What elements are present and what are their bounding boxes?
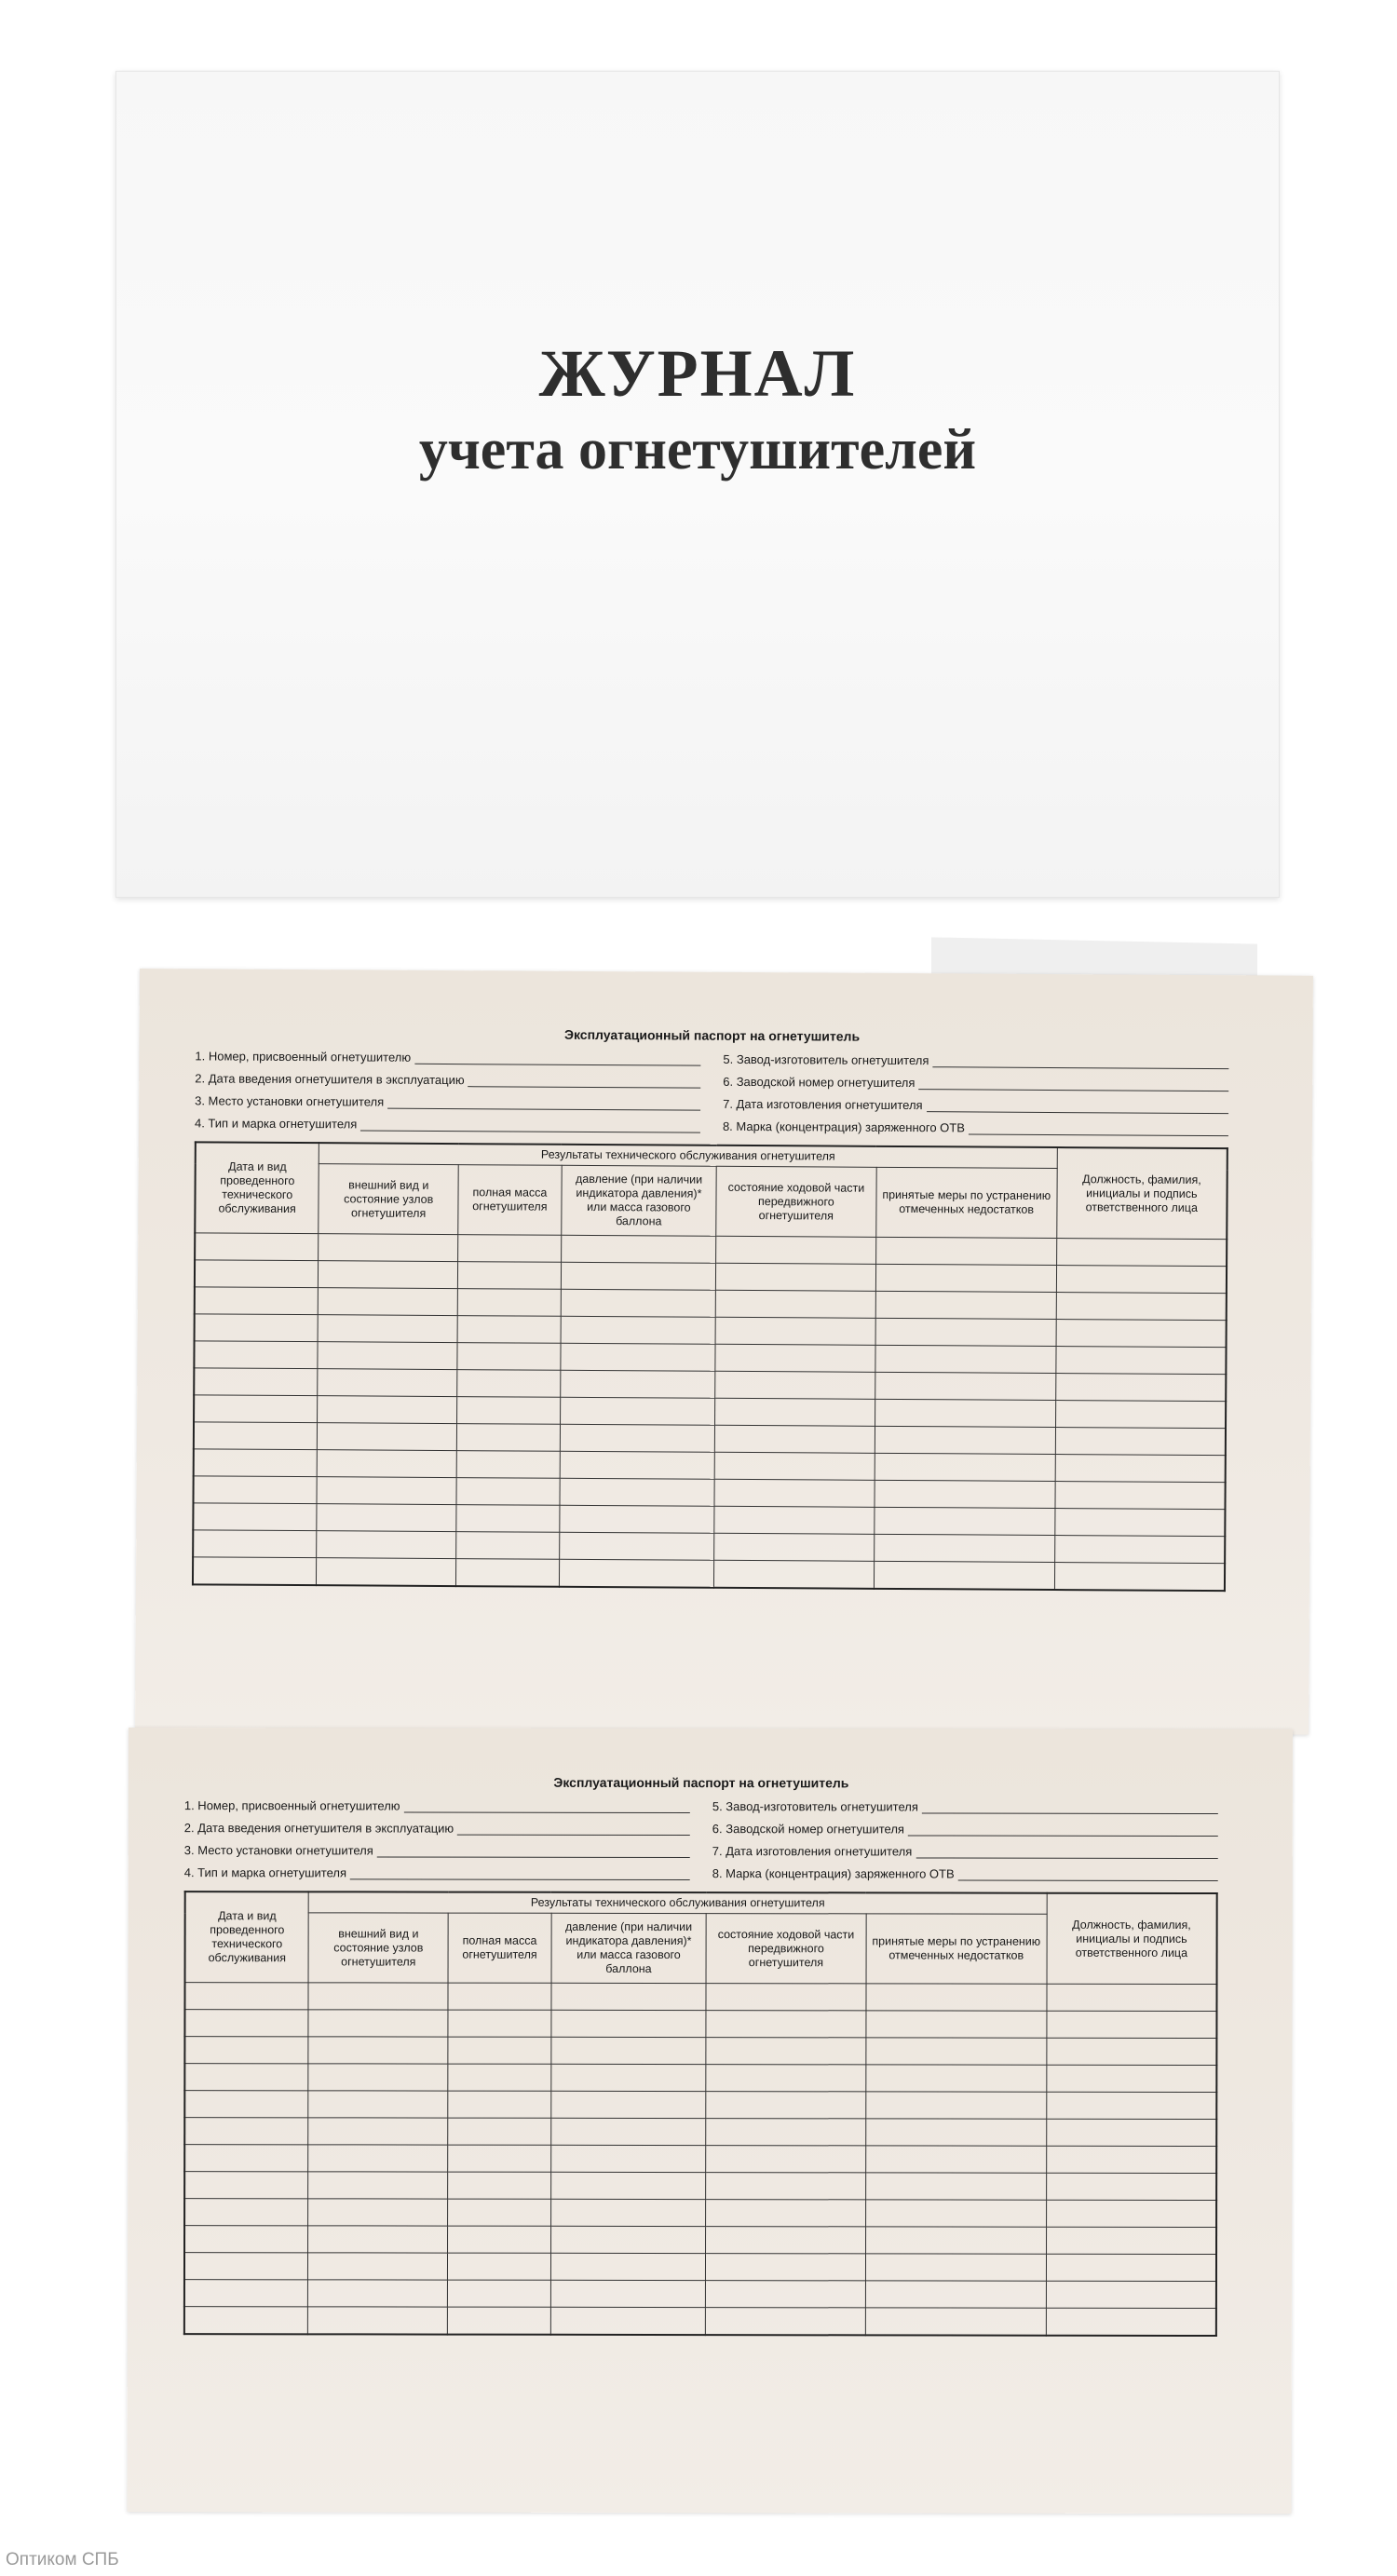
table-cell[interactable]	[1056, 1320, 1227, 1348]
table-cell[interactable]	[714, 1425, 875, 1453]
table-cell[interactable]	[874, 1561, 1054, 1590]
col-header-responsible: Должность, фамилия, инициалы и подпись ответственного лица	[1047, 1893, 1217, 1985]
table-cell[interactable]	[866, 2065, 1047, 2092]
table-cell[interactable]	[706, 2227, 866, 2254]
table-cell[interactable]	[318, 1342, 457, 1370]
table-cell[interactable]	[448, 2199, 551, 2226]
fill-in-line[interactable]	[457, 1824, 690, 1836]
table-cell[interactable]	[1055, 1455, 1226, 1483]
table-cell[interactable]	[1047, 1984, 1217, 2011]
table-cell[interactable]	[875, 1399, 1055, 1427]
table-cell[interactable]	[457, 1370, 561, 1398]
passport-field	[712, 1866, 1218, 1881]
table-cell[interactable]	[319, 1261, 458, 1289]
col-header-responsible: Должность, фамилия, инициалы и подпись ответственного лица	[1056, 1147, 1227, 1240]
service-log-table	[183, 1891, 1218, 2337]
col-header-chassis: состояние ходовой части передвижного огнетушителя	[716, 1166, 876, 1237]
passport-field	[723, 1075, 1228, 1091]
col-header-results-group: Результаты технического обслуживания огнетушителя	[309, 1891, 1047, 1914]
table-cell[interactable]	[184, 2064, 308, 2091]
table-cell[interactable]	[865, 2227, 1046, 2254]
table-cell[interactable]	[561, 1235, 715, 1263]
table-cell[interactable]	[1056, 1347, 1227, 1375]
table-cell[interactable]	[195, 1233, 319, 1261]
table-cell[interactable]	[1046, 2308, 1216, 2336]
col-header-measures: принятые меры по устранению отмеченных недостатков	[876, 1167, 1057, 1238]
table-cell[interactable]	[318, 1423, 457, 1451]
field-label: 3. Место установки огнетушителя	[195, 1093, 385, 1109]
table-cell[interactable]	[448, 2091, 551, 2118]
form-title: Эксплуатационный паспорт на огнетушитель	[564, 1026, 861, 1044]
table-cell[interactable]	[865, 2308, 1046, 2336]
table-cell[interactable]	[448, 2172, 551, 2199]
table-cell[interactable]	[184, 2280, 308, 2307]
table-cell[interactable]	[184, 2010, 308, 2037]
col-header-chassis: состояние ходовой части передвижного огнетушителя	[706, 1914, 866, 1984]
table-cell[interactable]	[866, 2038, 1047, 2065]
table-cell[interactable]	[715, 1263, 875, 1291]
table-cell[interactable]	[705, 2254, 865, 2281]
table-cell[interactable]	[318, 1396, 457, 1424]
table-cell[interactable]	[448, 2037, 551, 2064]
fill-in-line[interactable]	[918, 1078, 1228, 1091]
field-label: 6. Заводской номер огнетушителя	[712, 1822, 904, 1837]
field-label: 7. Дата изготовления огнетушителя	[712, 1844, 913, 1859]
table-cell[interactable]	[194, 1422, 318, 1450]
table-cell[interactable]	[458, 1235, 562, 1263]
field-label: 7. Дата изготовления огнетушителя	[723, 1096, 923, 1113]
table-cell[interactable]	[194, 1368, 318, 1396]
col-header-measures: принятые меры по устранению отмеченных недостатков	[866, 1914, 1047, 1984]
table-cell[interactable]	[1046, 2119, 1216, 2146]
table-cell[interactable]	[551, 2064, 706, 2091]
table-cell[interactable]	[448, 2118, 551, 2145]
field-label: 1. Номер, присвоенный огнетушителю	[183, 1798, 400, 1813]
table-cell[interactable]	[1055, 1482, 1226, 1510]
table-cell[interactable]	[184, 2307, 308, 2335]
table-cell[interactable]	[457, 1262, 561, 1290]
table-cell[interactable]	[561, 1262, 715, 1290]
table-cell[interactable]	[317, 1504, 456, 1532]
table-cell[interactable]	[1056, 1293, 1227, 1321]
col-header-mass: полная масса огнетушителя	[458, 1165, 562, 1236]
table-cell[interactable]	[308, 2010, 448, 2037]
table-cell[interactable]	[308, 2064, 448, 2091]
passport-field	[712, 1844, 1218, 1859]
table-cell[interactable]	[1046, 2146, 1216, 2173]
passport-field	[195, 1049, 700, 1065]
table-cell[interactable]	[715, 1371, 875, 1399]
passport-field	[723, 1119, 1228, 1136]
table-cell[interactable]	[184, 2118, 308, 2145]
fill-in-line[interactable]	[360, 1119, 700, 1132]
table-cell[interactable]	[457, 1343, 561, 1371]
table-cell[interactable]	[184, 2172, 308, 2199]
fill-in-line[interactable]	[404, 1801, 690, 1814]
table-cell[interactable]	[550, 2253, 705, 2280]
cover-title-line1: ЖУРНАЛ	[538, 336, 857, 411]
table-row	[184, 2226, 1216, 2255]
field-label: 5. Завод-изготовитель огнетушителя	[723, 1051, 929, 1068]
cover-title	[115, 334, 1280, 487]
passport-field	[184, 1821, 690, 1836]
cover-title-line2: учета огнетушителей	[418, 418, 977, 481]
table-cell[interactable]	[184, 2226, 308, 2253]
table-cell[interactable]	[1056, 1239, 1227, 1267]
table-cell[interactable]	[1047, 2038, 1217, 2065]
table-cell[interactable]	[875, 1453, 1055, 1481]
table-cell[interactable]	[1046, 2281, 1216, 2308]
fill-in-line[interactable]	[908, 1824, 1218, 1837]
table-cell[interactable]	[561, 1316, 715, 1344]
passport-field	[195, 1071, 700, 1088]
field-label: 8. Марка (концентрация) заряженного ОТВ	[722, 1119, 965, 1135]
table-cell[interactable]	[317, 1531, 456, 1559]
table-cell[interactable]	[713, 1560, 874, 1589]
table-cell[interactable]	[560, 1505, 714, 1533]
table-cell[interactable]	[706, 2200, 866, 2227]
table-cell[interactable]	[551, 2037, 706, 2064]
table-cell[interactable]	[551, 2118, 706, 2145]
table-row	[184, 2280, 1216, 2309]
table-cell[interactable]	[308, 2145, 448, 2172]
table-cell[interactable]	[319, 1315, 458, 1343]
table-cell[interactable]	[866, 1984, 1047, 2011]
table-cell[interactable]	[705, 2281, 865, 2308]
table-cell[interactable]	[193, 1530, 317, 1558]
col-header-pressure: давление (при наличии индикатора давления)* или масса газового баллона	[551, 1913, 706, 1983]
table-cell[interactable]	[875, 1291, 1056, 1319]
table-cell[interactable]	[706, 2119, 866, 2146]
table-cell[interactable]	[714, 1452, 875, 1480]
field-label: 3. Место установки огнетушителя	[183, 1843, 373, 1858]
passport-field	[195, 1116, 700, 1132]
table-cell[interactable]	[448, 2226, 551, 2253]
fill-in-line[interactable]	[387, 1097, 700, 1111]
table-cell[interactable]	[550, 2172, 705, 2199]
table-cell[interactable]	[317, 1477, 456, 1505]
table-cell[interactable]	[706, 2173, 866, 2200]
table-cell[interactable]	[875, 1264, 1056, 1292]
inner-page-top	[135, 969, 1313, 1735]
passport-field	[712, 1799, 1218, 1814]
form-title: Эксплуатационный паспорт на огнетушитель	[553, 1774, 849, 1791]
table-cell[interactable]	[560, 1478, 714, 1506]
field-label: 6. Заводской номер огнетушителя	[723, 1074, 916, 1091]
fill-in-line[interactable]	[932, 1055, 1228, 1069]
table-cell[interactable]	[318, 1450, 457, 1478]
table-cell[interactable]	[865, 2146, 1046, 2173]
table-cell[interactable]	[1046, 2092, 1216, 2119]
col-header-pressure: давление (при наличии индикатора давления)* или масса газового баллона	[562, 1165, 717, 1236]
table-cell[interactable]	[705, 2308, 865, 2336]
field-label: 8. Марка (концентрация) заряженного ОТВ	[712, 1866, 955, 1881]
table-cell[interactable]	[550, 2307, 705, 2335]
table-cell[interactable]	[706, 1984, 866, 2011]
table-cell[interactable]	[559, 1532, 713, 1560]
table-cell[interactable]	[865, 2281, 1046, 2308]
col-header-results-group: Результаты технического обслуживания огнетушителя	[319, 1143, 1057, 1168]
table-cell[interactable]	[193, 1476, 317, 1504]
table-cell[interactable]	[184, 2199, 308, 2226]
table-cell[interactable]	[194, 1341, 318, 1369]
table-row	[184, 2307, 1216, 2336]
table-cell[interactable]	[550, 2199, 705, 2226]
table-cell[interactable]	[1047, 2011, 1217, 2038]
journal-cover	[115, 71, 1280, 898]
table-cell[interactable]	[714, 1506, 875, 1534]
table-cell[interactable]	[457, 1289, 561, 1317]
table-cell[interactable]	[195, 1260, 319, 1288]
field-label: 2. Дата введения огнетушителя в эксплуатацию	[195, 1071, 465, 1088]
fill-in-line[interactable]	[922, 1801, 1218, 1814]
table-cell[interactable]	[706, 2092, 866, 2119]
field-label: 4. Тип и марка огнетушителя	[194, 1116, 358, 1132]
table-cell[interactable]	[866, 2092, 1047, 2119]
table-cell[interactable]	[447, 2253, 550, 2280]
passport-field	[195, 1093, 700, 1110]
table-cell[interactable]	[448, 2010, 551, 2037]
table-cell[interactable]	[865, 2173, 1046, 2200]
table-cell[interactable]	[184, 2145, 308, 2172]
passport-field	[712, 1822, 1218, 1837]
table-row	[184, 2145, 1216, 2174]
passport-fields	[184, 1798, 1218, 1881]
watermark: Оптиком СПБ	[6, 2550, 119, 2569]
table-cell[interactable]	[448, 2145, 551, 2172]
table-cell[interactable]	[1054, 1509, 1225, 1537]
table-cell[interactable]	[865, 2254, 1046, 2281]
table-cell[interactable]	[551, 2091, 706, 2118]
table-cell[interactable]	[308, 2199, 448, 2226]
inner-page-bottom	[128, 1728, 1293, 2514]
table-row	[184, 2064, 1216, 2093]
table-cell[interactable]	[865, 2200, 1046, 2227]
table-cell[interactable]	[875, 1318, 1056, 1346]
col-header-appearance: внешний вид и состояние узлов огнетушителя	[308, 1913, 448, 1983]
table-row	[193, 1557, 1225, 1591]
table-cell[interactable]	[308, 2226, 448, 2253]
table-cell[interactable]	[551, 2010, 706, 2037]
passport-form	[183, 1774, 1218, 2337]
table-cell[interactable]	[457, 1397, 561, 1425]
table-row	[184, 2091, 1216, 2120]
table-cell[interactable]	[308, 1983, 448, 2010]
table-cell[interactable]	[561, 1289, 715, 1317]
table-cell[interactable]	[308, 2091, 448, 2118]
fill-in-line[interactable]	[468, 1075, 701, 1089]
passport-field	[723, 1052, 1228, 1069]
table-cell[interactable]	[874, 1534, 1054, 1562]
table-cell[interactable]	[308, 2253, 448, 2280]
table-cell[interactable]	[1046, 2254, 1216, 2281]
table-row	[184, 2118, 1216, 2147]
table-cell[interactable]	[447, 2307, 550, 2335]
table-cell[interactable]	[875, 1372, 1055, 1400]
table-cell[interactable]	[866, 2011, 1047, 2038]
service-log-table	[192, 1141, 1228, 1592]
table-cell[interactable]	[194, 1395, 318, 1423]
table-cell[interactable]	[706, 2038, 866, 2065]
table-cell[interactable]	[551, 1983, 706, 2010]
table-cell[interactable]	[448, 1983, 551, 2010]
fill-in-line[interactable]	[927, 1100, 1229, 1114]
table-cell[interactable]	[560, 1397, 714, 1425]
table-cell[interactable]	[456, 1424, 560, 1452]
table-cell[interactable]	[1046, 2173, 1216, 2200]
fill-in-line[interactable]	[350, 1867, 690, 1880]
fill-in-line[interactable]	[377, 1845, 690, 1858]
table-row	[184, 1983, 1216, 2012]
table-row	[184, 2037, 1216, 2066]
table-cell[interactable]	[317, 1558, 456, 1586]
col-header-mass: полная масса огнетушителя	[448, 1913, 551, 1983]
passport-fields	[195, 1049, 1229, 1136]
table-cell[interactable]	[308, 2037, 448, 2064]
table-cell[interactable]	[560, 1451, 714, 1479]
table-cell[interactable]	[715, 1398, 875, 1426]
table-cell[interactable]	[456, 1478, 560, 1506]
table-cell[interactable]	[1046, 2200, 1216, 2227]
field-label: 5. Завод-изготовитель огнетушителя	[712, 1799, 918, 1814]
table-cell[interactable]	[193, 1557, 317, 1585]
table-cell[interactable]	[714, 1533, 875, 1561]
table-cell[interactable]	[1046, 2227, 1216, 2254]
table-cell[interactable]	[308, 2172, 448, 2199]
table-cell[interactable]	[865, 2119, 1046, 2146]
table-cell[interactable]	[456, 1451, 560, 1479]
table-cell[interactable]	[194, 1449, 318, 1477]
table-cell[interactable]	[561, 1370, 715, 1398]
col-header-date: Дата и вид проведенного технического обслуживания	[185, 1891, 309, 1983]
table-cell[interactable]	[456, 1532, 560, 1560]
table-cell[interactable]	[715, 1344, 875, 1372]
fill-in-line[interactable]	[414, 1052, 700, 1066]
table-cell[interactable]	[448, 2064, 551, 2091]
passport-field	[723, 1097, 1228, 1114]
field-label: 4. Тип и марка огнетушителя	[183, 1865, 347, 1880]
table-cell[interactable]	[706, 2065, 866, 2092]
table-cell[interactable]	[447, 2280, 550, 2307]
passport-form	[192, 1024, 1229, 1592]
table-cell[interactable]	[1056, 1266, 1227, 1294]
table-cell[interactable]	[559, 1559, 713, 1588]
table-cell[interactable]	[184, 2253, 308, 2280]
table-cell[interactable]	[1055, 1401, 1226, 1429]
table-cell[interactable]	[308, 2118, 448, 2145]
fill-in-line[interactable]	[969, 1122, 1228, 1136]
table-cell[interactable]	[1054, 1563, 1225, 1592]
passport-field	[184, 1843, 690, 1858]
table-cell[interactable]	[319, 1234, 458, 1262]
table-cell[interactable]	[1055, 1374, 1226, 1402]
table-row	[184, 2010, 1216, 2039]
table-row	[184, 2253, 1216, 2282]
fill-in-line[interactable]	[958, 1869, 1218, 1881]
table-cell[interactable]	[706, 2146, 866, 2173]
table-cell[interactable]	[875, 1507, 1055, 1535]
table-cell[interactable]	[715, 1290, 875, 1318]
field-label: 2. Дата введения огнетушителя в эксплуатацию	[183, 1821, 454, 1836]
table-cell[interactable]	[561, 1343, 715, 1371]
passport-field	[184, 1865, 690, 1880]
table-cell[interactable]	[318, 1369, 457, 1397]
table-cell[interactable]	[319, 1288, 458, 1316]
table-cell[interactable]	[706, 2011, 866, 2038]
passport-field	[184, 1798, 690, 1813]
table-cell[interactable]	[875, 1426, 1055, 1454]
fill-in-line[interactable]	[916, 1846, 1218, 1859]
field-label: 1. Номер, присвоенный огнетушителю	[195, 1049, 412, 1064]
table-cell[interactable]	[184, 1983, 308, 2010]
table-cell[interactable]	[457, 1316, 561, 1344]
table-cell[interactable]	[1054, 1536, 1225, 1564]
table-cell[interactable]	[456, 1505, 560, 1533]
table-cell[interactable]	[184, 2037, 308, 2064]
table-cell[interactable]	[455, 1559, 559, 1587]
table-cell[interactable]	[716, 1236, 876, 1264]
table-cell[interactable]	[550, 2280, 705, 2307]
table-cell[interactable]	[195, 1314, 319, 1342]
table-cell[interactable]	[875, 1237, 1056, 1265]
table-cell[interactable]	[1055, 1428, 1226, 1456]
col-header-date: Дата и вид проведенного технического обслуживания	[195, 1142, 319, 1233]
col-header-appearance: внешний вид и состояние узлов огнетушителя	[319, 1164, 458, 1235]
table-row	[184, 2172, 1216, 2201]
table-row	[184, 2199, 1216, 2228]
table-cell[interactable]	[550, 2226, 705, 2253]
table-cell[interactable]	[560, 1424, 714, 1452]
table-cell[interactable]	[193, 1503, 317, 1531]
table-cell[interactable]	[715, 1317, 875, 1345]
table-cell[interactable]	[184, 2091, 308, 2118]
table-cell[interactable]	[714, 1479, 875, 1507]
table-cell[interactable]	[875, 1345, 1056, 1373]
table-cell[interactable]	[308, 2307, 448, 2335]
table-cell[interactable]	[550, 2145, 705, 2172]
table-cell[interactable]	[308, 2280, 448, 2307]
table-cell[interactable]	[1046, 2065, 1216, 2092]
table-cell[interactable]	[875, 1480, 1055, 1508]
table-cell[interactable]	[195, 1287, 319, 1315]
